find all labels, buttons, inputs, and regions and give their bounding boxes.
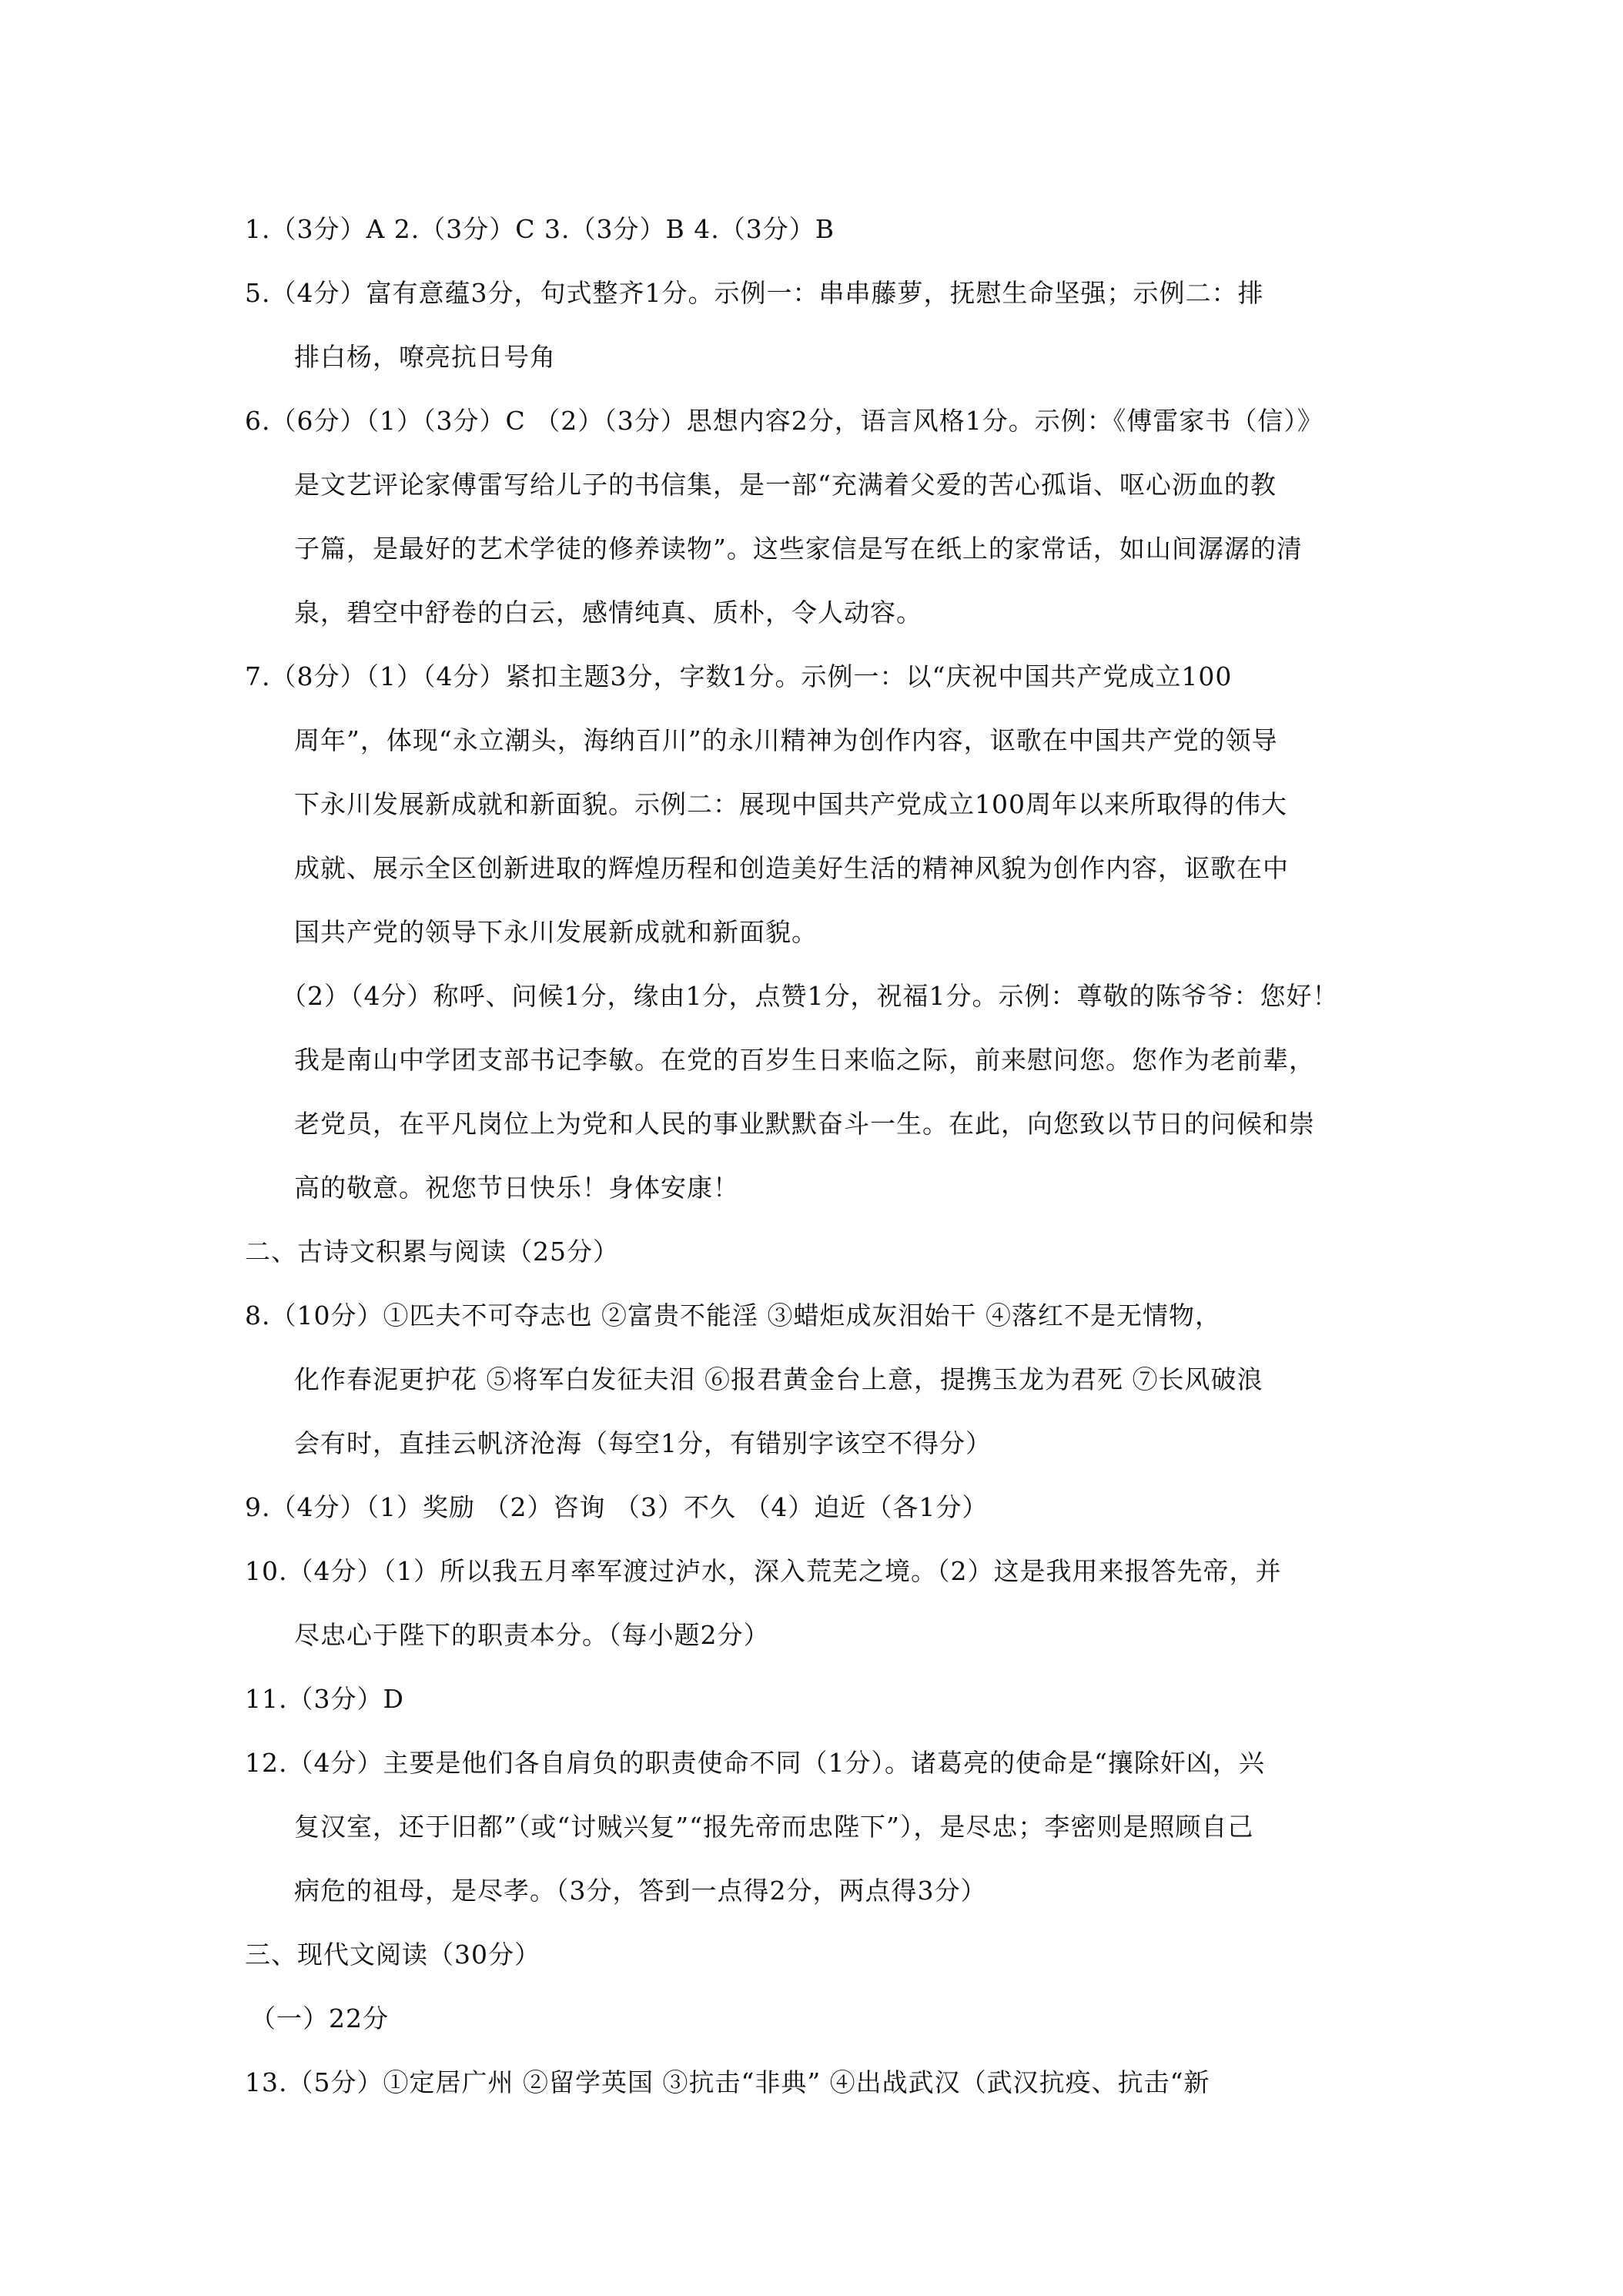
- answer-q6-cont-1: 是文艺评论家傅雷写给儿子的书信集，是一部“充满着父爱的苦心孤诣、呕心沥血的教: [294, 470, 1277, 500]
- answer-q7: 7.（8分）（1）（4分）紧扣主题3分，字数1分。示例一：以“庆祝中国共产党成立100: [245, 661, 1233, 691]
- answer-q8-cont-1: 化作春泥更护花 ⑤将军白发征夫泪 ⑥报君黄金台上意，提携玉龙为君死 ⑦长风破浪: [294, 1364, 1263, 1394]
- answer-q7-part2-cont-2: 老党员，在平凡岗位上为党和人民的事业默默奋斗一生。在此，向您致以节日的问候和崇: [294, 1109, 1315, 1139]
- answer-q7-cont-1: 周年”，体现“永立潮头，海纳百川”的永川精神为创作内容，讴歌在中国共产党的领导: [294, 725, 1278, 755]
- subsection-heading-1: （一）22分: [250, 2003, 389, 2033]
- answer-q6-cont-2: 子篇，是最好的艺术学徒的修养读物”。这些家信是写在纸上的家常话，如山间潺潺的清: [294, 534, 1303, 564]
- answer-q12-cont-1: 复汉室，还于旧都”（或“讨贼兴复”“报先帝而忠陛下”），是尽忠；李密则是照顾自己: [294, 1812, 1254, 1842]
- answer-q7-part2-cont-1: 我是南山中学团支部书记李敏。在党的百岁生日来临之际，前来慰问您。您作为老前辈，: [294, 1045, 1315, 1075]
- answer-q1-4: 1.（3分）A 2.（3分）C 3.（3分）B 4.（3分）B: [245, 214, 835, 244]
- answer-q7-cont-4: 国共产党的领导下永川发展新成就和新面貌。: [294, 917, 818, 947]
- answer-q7-cont-2: 下永川发展新成就和新面貌。示例二：展现中国共产党成立100周年以来所取得的伟大: [294, 789, 1287, 819]
- answer-q12: 12.（4分）主要是他们各自肩负的职责使命不同（1分）。诸葛亮的使命是“攘除奸凶，兴: [245, 1748, 1265, 1778]
- answer-q11: 11.（3分）D: [245, 1684, 404, 1714]
- answer-q10-cont: 尽忠心于陛下的职责本分。（每小题2分）: [294, 1620, 770, 1650]
- section-heading-classical: 二、古诗文积累与阅读（25分）: [245, 1237, 619, 1267]
- answer-q6: 6.（6分）（1）（3分）C （2）（3分）思想内容2分，语言风格1分。示例：《傅雷家书（信）》: [245, 406, 1323, 436]
- answer-q9: 9.（4分）（1）奖励 （2）咨询 （3）不久 （4）迫近（各1分）: [245, 1492, 989, 1522]
- answer-q12-cont-2: 病危的祖母，是尽孝。（3分，答到一点得2分，两点得3分）: [294, 1876, 987, 1906]
- answer-q13: 13.（5分）①定居广州 ②留学英国 ③抗击“非典” ④出战武汉（武汉抗疫、抗击“新: [245, 2067, 1210, 2097]
- answer-q7-cont-3: 成就、展示全区创新进取的辉煌历程和创造美好生活的精神风貌为创作内容，讴歌在中: [294, 853, 1289, 883]
- section-heading-modern: 三、现代文阅读（30分）: [245, 1940, 540, 1970]
- answer-q8: 8.（10分）①匹夫不可夺志也 ②富贵不能淫 ③蜡炬成灰泪始干 ④落红不是无情物，: [245, 1300, 1221, 1330]
- answer-q7-part2: （2）（4分）称呼、问候1分，缘由1分，点赞1分，祝福1分。示例：尊敬的陈爷爷：您好！: [281, 981, 1339, 1011]
- answer-q10: 10.（4分）（1）所以我五月率军渡过泸水，深入荒芜之境。（2）这是我用来报答先帝，并: [245, 1556, 1282, 1586]
- answer-q5: 5.（4分）富有意蕴3分，句式整齐1分。示例一：串串藤萝，抚慰生命坚强；示例二：排: [245, 278, 1264, 308]
- answer-q6-cont-3: 泉，碧空中舒卷的白云，感情纯真、质朴，令人动容。: [294, 597, 922, 628]
- answer-q7-part2-cont-3: 高的敬意。祝您节日快乐！身体安康！: [294, 1173, 739, 1203]
- answer-q8-cont-2: 会有时，直挂云帆济沧海（每空1分，有错别字该空不得分）: [294, 1428, 992, 1458]
- answer-q5-cont: 排白杨，嘹亮抗日号角: [294, 342, 556, 372]
